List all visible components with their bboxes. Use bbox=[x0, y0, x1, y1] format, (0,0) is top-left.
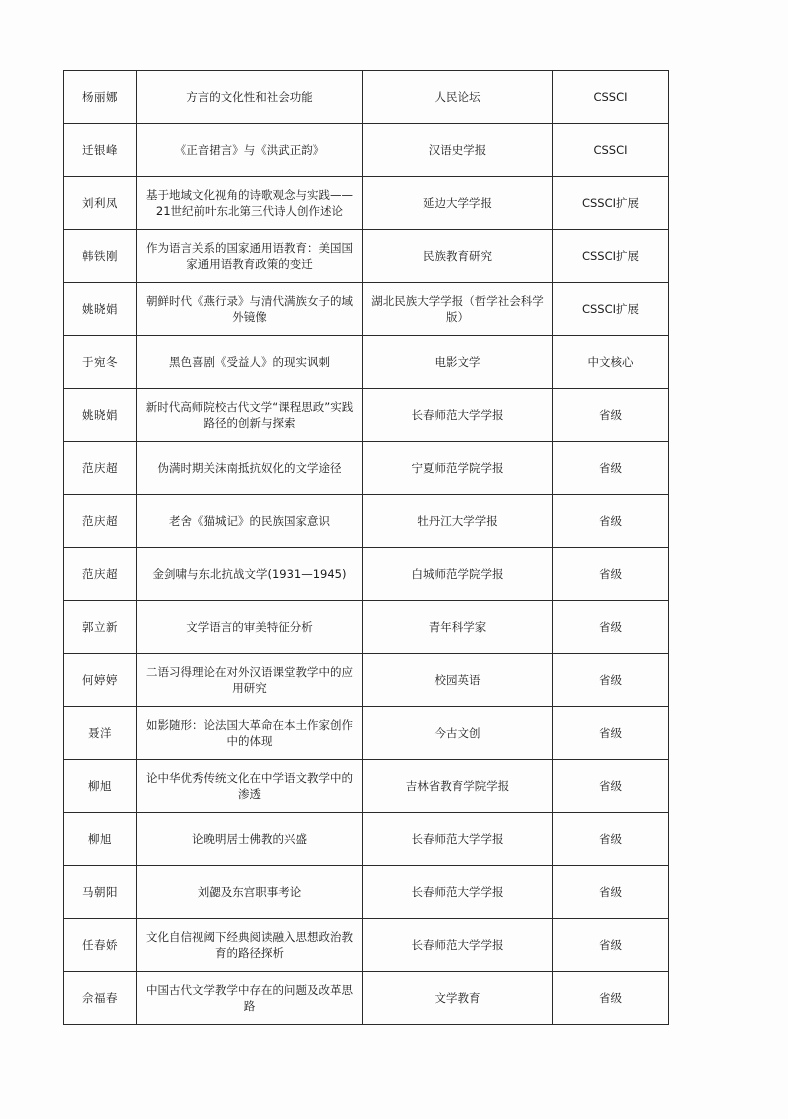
journal-cell: 长春师范大学学报 bbox=[363, 919, 553, 972]
paper-title-cell: 作为语言关系的国家通用语教育：美国国家通用语教育政策的变迁 bbox=[137, 230, 363, 283]
journal-cell: 民族教育研究 bbox=[363, 230, 553, 283]
author-cell: 郭立新 bbox=[64, 601, 137, 654]
paper-title-cell: 论晚明居士佛教的兴盛 bbox=[137, 813, 363, 866]
journal-cell: 今古文创 bbox=[363, 707, 553, 760]
level-cell: 省级 bbox=[553, 707, 669, 760]
journal-cell: 文学教育 bbox=[363, 972, 553, 1025]
journal-cell: 吉林省教育学院学报 bbox=[363, 760, 553, 813]
author-cell: 聂洋 bbox=[64, 707, 137, 760]
table-row bbox=[64, 813, 669, 866]
journal-cell: 湖北民族大学学报（哲学社会科学版） bbox=[363, 283, 553, 336]
table-row bbox=[64, 230, 669, 283]
paper-title-cell: 中国古代文学教学中存在的问题及改革思路 bbox=[137, 972, 363, 1025]
paper-title-cell: 文化自信视阈下经典阅读融入思想政治教育的路径探析 bbox=[137, 919, 363, 972]
journal-cell: 延边大学学报 bbox=[363, 177, 553, 230]
paper-title-cell: 刘勰及东宫职事考论 bbox=[137, 866, 363, 919]
table-row bbox=[64, 919, 669, 972]
paper-title-cell: 基于地域文化视角的诗歌观念与实践——21世纪前叶东北第三代诗人创作述论 bbox=[137, 177, 363, 230]
level-cell: 省级 bbox=[553, 760, 669, 813]
paper-title-cell: 方言的文化性和社会功能 bbox=[137, 71, 363, 124]
journal-cell: 校园英语 bbox=[363, 654, 553, 707]
author-cell: 柳旭 bbox=[64, 813, 137, 866]
level-cell: CSSCI扩展 bbox=[553, 283, 669, 336]
journal-cell: 人民论坛 bbox=[363, 71, 553, 124]
table-row bbox=[64, 495, 669, 548]
level-cell: CSSCI扩展 bbox=[553, 230, 669, 283]
author-cell: 姚晓娟 bbox=[64, 283, 137, 336]
level-cell: 省级 bbox=[553, 654, 669, 707]
level-cell: CSSCI bbox=[553, 71, 669, 124]
publication-table bbox=[63, 70, 669, 1025]
paper-title-cell: 新时代高师院校古代文学“课程思政”实践路径的创新与探索 bbox=[137, 389, 363, 442]
table-row bbox=[64, 442, 669, 495]
author-cell: 刘利凤 bbox=[64, 177, 137, 230]
author-cell: 何婷婷 bbox=[64, 654, 137, 707]
level-cell: 省级 bbox=[553, 495, 669, 548]
author-cell: 范庆超 bbox=[64, 442, 137, 495]
author-cell: 任春娇 bbox=[64, 919, 137, 972]
author-cell: 于宛冬 bbox=[64, 336, 137, 389]
paper-title-cell: 文学语言的审美特征分析 bbox=[137, 601, 363, 654]
author-cell: 范庆超 bbox=[64, 495, 137, 548]
table-row bbox=[64, 866, 669, 919]
author-cell: 姚晓娟 bbox=[64, 389, 137, 442]
paper-title-cell: 金剑啸与东北抗战文学(1931—1945) bbox=[137, 548, 363, 601]
paper-title-cell: 论中华优秀传统文化在中学语文教学中的渗透 bbox=[137, 760, 363, 813]
journal-cell: 汉语史学报 bbox=[363, 124, 553, 177]
level-cell: 省级 bbox=[553, 972, 669, 1025]
journal-cell: 青年科学家 bbox=[363, 601, 553, 654]
journal-cell: 宁夏师范学院学报 bbox=[363, 442, 553, 495]
journal-cell: 牡丹江大学学报 bbox=[363, 495, 553, 548]
level-cell: 省级 bbox=[553, 548, 669, 601]
table-row bbox=[64, 760, 669, 813]
author-cell: 韩铁刚 bbox=[64, 230, 137, 283]
journal-cell: 长春师范大学学报 bbox=[363, 866, 553, 919]
paper-title-cell: 《正音捃言》与《洪武正韵》 bbox=[137, 124, 363, 177]
paper-title-cell: 黑色喜剧《受益人》的现实讽刺 bbox=[137, 336, 363, 389]
paper-title-cell: 朝鲜时代《燕行录》与清代满族女子的域外镜像 bbox=[137, 283, 363, 336]
table-row bbox=[64, 336, 669, 389]
paper-title-cell: 如影随形：论法国大革命在本土作家创作中的体现 bbox=[137, 707, 363, 760]
level-cell: 省级 bbox=[553, 442, 669, 495]
paper-title-cell: 老舍《猫城记》的民族国家意识 bbox=[137, 495, 363, 548]
author-cell: 柳旭 bbox=[64, 760, 137, 813]
table-row bbox=[64, 71, 669, 124]
level-cell: 省级 bbox=[553, 866, 669, 919]
level-cell: 中文核心 bbox=[553, 336, 669, 389]
journal-cell: 长春师范大学学报 bbox=[363, 389, 553, 442]
journal-cell: 电影文学 bbox=[363, 336, 553, 389]
journal-cell: 长春师范大学学报 bbox=[363, 813, 553, 866]
paper-title-cell: 伪满时期关沫南抵抗奴化的文学途径 bbox=[137, 442, 363, 495]
table-row bbox=[64, 283, 669, 336]
journal-cell: 白城师范学院学报 bbox=[363, 548, 553, 601]
table-row bbox=[64, 389, 669, 442]
author-cell: 迁银峰 bbox=[64, 124, 137, 177]
table-row bbox=[64, 124, 669, 177]
level-cell: 省级 bbox=[553, 919, 669, 972]
author-cell: 范庆超 bbox=[64, 548, 137, 601]
level-cell: 省级 bbox=[553, 389, 669, 442]
table-row bbox=[64, 707, 669, 760]
table-row bbox=[64, 654, 669, 707]
table-row bbox=[64, 548, 669, 601]
level-cell: CSSCI扩展 bbox=[553, 177, 669, 230]
level-cell: 省级 bbox=[553, 601, 669, 654]
table-row bbox=[64, 972, 669, 1025]
level-cell: 省级 bbox=[553, 813, 669, 866]
author-cell: 马朝阳 bbox=[64, 866, 137, 919]
table-row bbox=[64, 177, 669, 230]
table-row bbox=[64, 601, 669, 654]
author-cell: 佘福春 bbox=[64, 972, 137, 1025]
publication-table-body bbox=[64, 71, 669, 1025]
author-cell: 杨丽娜 bbox=[64, 71, 137, 124]
level-cell: CSSCI bbox=[553, 124, 669, 177]
paper-title-cell: 二语习得理论在对外汉语课堂教学中的应用研究 bbox=[137, 654, 363, 707]
